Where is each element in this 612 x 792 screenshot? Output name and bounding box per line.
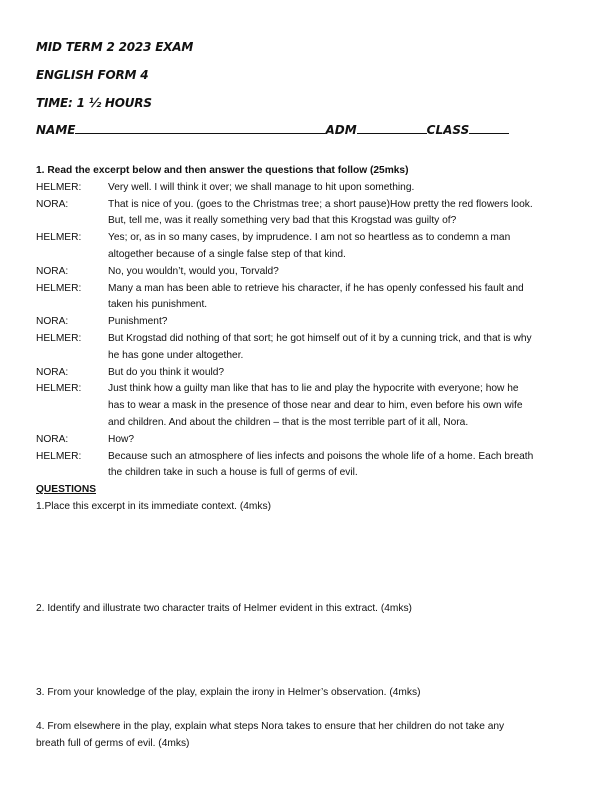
dialogue-row	[36, 415, 581, 432]
questions-heading: QUESTIONS	[36, 484, 97, 496]
dialogue-line: Many a man has been able to retrieve his character, if he has openly confessed his fault and	[108, 282, 524, 294]
dialogue-row	[36, 365, 581, 382]
question-2: 2. Identify and illustrate two character traits of Helmer evident in this extract. (4mks)	[36, 603, 412, 614]
question-4: 4. From elsewhere in the play, explain what steps Nora takes to ensure that her children do not take any	[36, 721, 505, 732]
dialogue-line: has to wear a mask in the presence of those near and dear to him, even before his own wife	[108, 400, 523, 412]
dialogue-row	[36, 432, 581, 449]
dialogue-line: Just think how a guilty man like that has to lie and play the hypocrite with everyone; how he	[108, 383, 519, 395]
question-1: 1.Place this excerpt in its immediate context. (4mks)	[36, 500, 271, 512]
dialogue-row	[36, 180, 581, 197]
speaker: HELMER:	[36, 282, 82, 294]
dialogue-line: But, tell me, was it really something very bad that this Krogstad was guilty of?	[108, 215, 457, 227]
speaker: HELMER:	[36, 232, 82, 244]
dialogue-row	[36, 465, 581, 482]
speaker: HELMER:	[36, 181, 82, 193]
dialogue-row	[36, 230, 581, 247]
dialogue-line: But Krogstad did nothing of that sort; he got himself out of it by a cunning trick, and that is why	[108, 332, 532, 344]
exam-time: TIME: 1 ½ HOURS	[36, 96, 152, 110]
excerpt-section	[36, 163, 581, 516]
dialogue-line: altogether because of a single false step of that kind.	[108, 248, 346, 260]
speaker: NORA:	[36, 316, 69, 328]
section-title: 1. Read the excerpt below and then answer the questions that follow (25mks)	[36, 165, 409, 176]
dialogue-row	[36, 381, 581, 398]
adm-blank[interactable]	[357, 122, 427, 134]
dialogue-line: Very well. I will think it over; we shall manage to hit upon something.	[108, 181, 415, 193]
dialogue-line: he has gone under altogether.	[108, 349, 244, 361]
speaker: HELMER:	[36, 332, 82, 344]
subject-form: ENGLISH FORM 4	[36, 68, 149, 82]
student-details-line	[36, 122, 596, 137]
dialogue-row	[36, 281, 581, 298]
class-blank[interactable]	[469, 122, 509, 134]
dialogue-row	[36, 213, 581, 230]
name-label: NAME	[36, 123, 76, 137]
name-blank[interactable]	[75, 122, 325, 134]
dialogue-row	[36, 314, 581, 331]
class-label: CLASS	[426, 123, 470, 137]
dialogue-row	[36, 331, 581, 348]
dialogue-line: How?	[108, 433, 135, 445]
speaker: NORA:	[36, 366, 69, 378]
speaker: HELMER:	[36, 383, 82, 395]
dialogue-row	[36, 264, 581, 281]
dialogue-line: the children take in such a house is full of germs of evil.	[108, 467, 358, 479]
speaker: NORA:	[36, 433, 69, 445]
dialogue-row	[36, 297, 581, 314]
dialogue-line: and children. And about the children – that is the most terrible part of it all, Nora.	[108, 416, 469, 428]
dialogue-row	[36, 449, 581, 466]
dialogue-row	[36, 348, 581, 365]
speaker: HELMER:	[36, 450, 82, 462]
question-4-continued: breath full of germs of evil. (4mks)	[36, 738, 190, 749]
dialogue-line: That is nice of you. (goes to the Christmas tree; a short pause)How pretty the red flowers look.	[108, 198, 533, 210]
adm-label: ADM	[325, 123, 357, 137]
dialogue-row	[36, 398, 581, 415]
dialogue-line: Because such an atmosphere of lies infects and poisons the whole life of a home. Each breath	[108, 450, 534, 462]
dialogue-line: Yes; or, as in so many cases, by imprudence. I am not so heartless as to condemn a man	[108, 232, 511, 244]
exam-title: MID TERM 2 2023 EXAM	[36, 40, 194, 54]
dialogue-line: Punishment?	[108, 316, 168, 328]
speaker: NORA:	[36, 198, 69, 210]
question-3: 3. From your knowledge of the play, explain the irony in Helmer’s observation. (4mks)	[36, 687, 421, 698]
dialogue-row	[36, 197, 581, 214]
dialogue-line: taken his punishment.	[108, 299, 208, 311]
dialogue-line: No, you wouldn’t, would you, Torvald?	[108, 265, 279, 277]
dialogue-row	[36, 247, 581, 264]
speaker: NORA:	[36, 265, 69, 277]
dialogue-line: But do you think it would?	[108, 366, 225, 378]
